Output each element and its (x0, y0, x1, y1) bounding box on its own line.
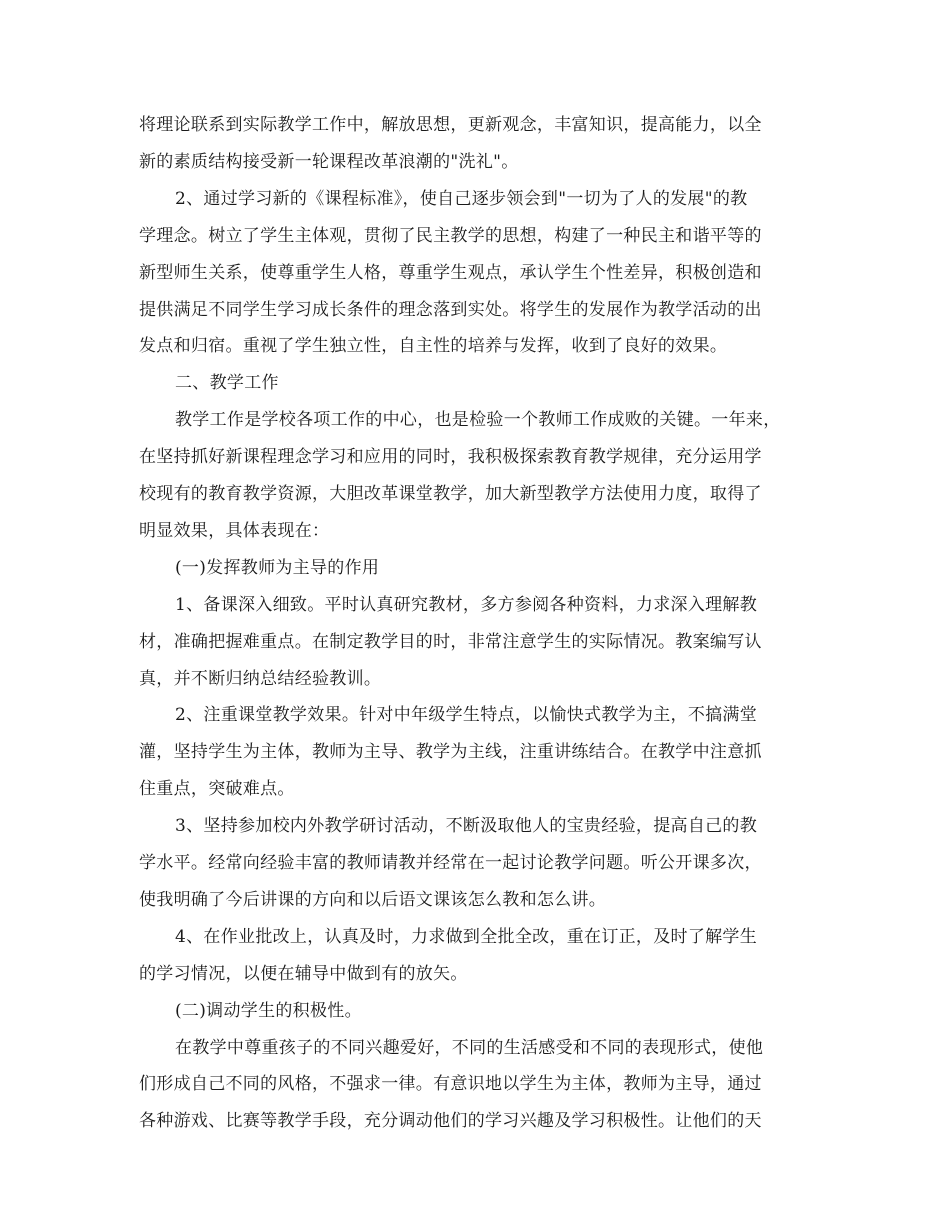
text-line: 二、教学工作 (175, 373, 279, 394)
text-line: 材，准确把握难重点。在制定教学目的时，非常注意学生的实际情况。教案编写认 (139, 631, 762, 652)
text-line: 4、在作业批改上，认真及时，力求做到全批全改，重在订正，及时了解学生 (175, 926, 758, 947)
text-line: 在坚持抓好新课程理念学习和应用的同时，我积极探索教育教学规律，充分运用学 (139, 447, 762, 468)
text-line: 学水平。经常向经验丰富的教师请教并经常在一起讨论教学问题。听公开课多次， (139, 853, 762, 873)
text-line: 2、注重课堂教学效果。针对中年级学生特点，以愉快式教学为主，不搞满堂 (175, 705, 758, 726)
text-line: 各种游戏、比赛等教学手段，充分调动他们的学习兴趣及学习积极性。让他们的天 (139, 1111, 762, 1132)
text-line: (二)调动学生的积极性。 (175, 1000, 362, 1021)
text-line: 提供满足不同学生学习成长条件的理念落到实处。将学生的发展作为教学活动的出 (139, 299, 762, 320)
text-line: 住重点，突破难点。 (139, 779, 295, 800)
text-line: 明显效果，具体表现在： (139, 520, 330, 541)
text-line: 在教学中尊重孩子的不同兴趣爱好，不同的生活感受和不同的表现形式，使他 (175, 1037, 764, 1058)
text-line: 教学工作是学校各项工作的中心，也是检验一个教师工作成败的关键。一年来， (175, 410, 781, 431)
text-line: 灌，坚持学生为主体，教师为主导、教学为主线，注重讲练结合。在教学中注意抓 (139, 742, 762, 763)
text-line: 1、备课深入细致。平时认真研究教材，多方参阅各种资料，力求深入理解教 (175, 594, 758, 615)
text-line: 发点和归宿。重视了学生独立性，自主性的培养与发挥，收到了良好的效果。 (139, 336, 728, 357)
text-line: 们形成自己不同的风格，不强求一律。有意识地以学生为主体，教师为主导，通过 (139, 1074, 762, 1095)
text-line: 新型师生关系，使尊重学生人格，尊重学生观点，承认学生个性差异，积极创造和 (139, 262, 762, 283)
text-line: 真，并不断归纳总结经验教训。 (139, 668, 382, 689)
text-line: (一)发挥教师为主导的作用 (175, 557, 380, 578)
text-line: 学理念。树立了学生主体观，贯彻了民主教学的思想，构建了一种民主和谐平等的 (139, 225, 762, 246)
text-line: 新的素质结构接受新一轮课程改革浪潮的"洗礼"。 (139, 151, 519, 172)
text-line: 2、通过学习新的《课程标准》，使自己逐步领会到"一切为了人的发展"的教 (175, 188, 748, 209)
text-line: 3、坚持参加校内外教学研讨活动，不断汲取他人的宝贵经验，提高自己的教 (175, 816, 758, 837)
text-line: 的学习情况，以便在辅导中做到有的放矢。 (139, 963, 468, 984)
text-line: 校现有的教育教学资源，大胆改革课堂教学，加大新型教学方法使用力度，取得了 (139, 484, 762, 504)
text-line: 将理论联系到实际教学工作中，解放思想，更新观念，丰富知识，提高能力，以全 (139, 115, 762, 135)
text-line: 使我明确了今后讲课的方向和以后语文课该怎么教和怎么讲。 (139, 889, 607, 910)
